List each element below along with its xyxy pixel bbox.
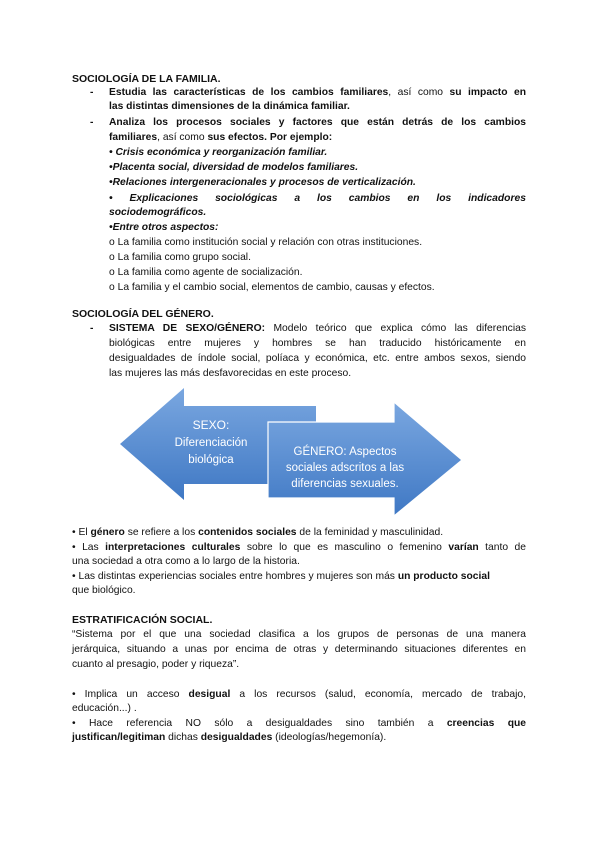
bold-text: varían <box>448 542 479 553</box>
familia-bullet-explicaciones <box>109 192 526 206</box>
familia-item2-line1: Analiza los procesos sociales y factores que están detrás de los cambios <box>109 117 526 128</box>
sexo-desc-line2: biológica <box>188 454 234 466</box>
familia-item1-line1 <box>109 86 526 100</box>
genero-def-line3: desigualdades de índole social, políaca y económica, etc. entre ambos sexos, siendo <box>109 353 526 364</box>
plain-text: • El <box>72 527 91 538</box>
genero-label: GÉNERO: <box>293 446 347 458</box>
familia-bullet-explicaciones-line2: sociodemográficos. <box>109 207 207 218</box>
familia-subitem: o La familia y el cambio social, elementos de cambio, causas y efectos. <box>109 282 435 293</box>
familia-bullet: •Placenta social, diversidad de modelos familiares. <box>109 162 359 173</box>
dash-marker: - <box>90 87 94 98</box>
dash-marker: - <box>90 117 94 128</box>
genero-bullet-1 <box>72 526 443 540</box>
plain-text: Modelo teórico que explica cómo las diferencias <box>273 323 526 334</box>
sexo-genero-diagram <box>118 386 464 518</box>
familia-bullet: • Crisis económica y reorganización familiar. <box>109 147 328 158</box>
word: sociológicas <box>215 193 278 204</box>
bold-text: SISTEMA DE SEXO/GÉNERO: <box>109 323 266 334</box>
genero-bullet-3 <box>72 570 490 584</box>
bold-text: contenidos sociales <box>198 527 297 538</box>
bold-text: desigualdades <box>200 732 273 743</box>
word: indicadores <box>468 193 526 204</box>
plain-text: • Las <box>72 542 106 553</box>
estratificacion-point-1 <box>72 688 526 702</box>
familia-subitem: o La familia como grupo social. <box>109 252 251 263</box>
familia-subitem: o La familia como agente de socialización. <box>109 267 303 278</box>
bold-text: sus efectos. Por ejemplo: <box>207 132 333 143</box>
section-title-genero: SOCIOLOGÍA DEL GÉNERO. <box>72 308 214 320</box>
genero-desc-line1 <box>294 445 397 458</box>
genero-bullet-2-line2: una sociedad a otra como a lo largo de la historia. <box>72 556 300 567</box>
word: en <box>407 193 420 204</box>
familia-otros-aspectos: •Entre otros aspectos: <box>109 222 219 233</box>
bold-text: familiares <box>109 132 158 143</box>
plain-text: • Las distintas experiencias sociales entre hombres y mujeres son más <box>72 571 398 582</box>
estratificacion-point-2-line2 <box>72 731 386 745</box>
bold-text: género <box>90 527 125 538</box>
familia-subitem: o La familia como institución social y relación con otras instituciones. <box>109 237 423 248</box>
estratificacion-point-1-line2: educación...) . <box>72 703 137 714</box>
bold-text: un producto social <box>397 571 490 582</box>
familia-bullet: •Relaciones intergeneracionales y procesos de verticalización. <box>109 177 416 188</box>
word: cambios <box>348 193 391 204</box>
genero-bullet-2 <box>72 541 526 555</box>
word: • <box>109 193 113 204</box>
bold-text: interpretaciones culturales <box>105 542 241 553</box>
familia-item1-line2: las distintas dimensiones de la dinámica familiar. <box>109 101 350 112</box>
plain-text: a los recursos (salud, economía, mercado de trabajo, <box>230 689 526 700</box>
bold-text: justifican/legitiman <box>72 732 166 743</box>
dash-marker: - <box>90 323 94 334</box>
bold-text: desigual <box>188 689 231 700</box>
plain-text: tanto de <box>478 542 527 553</box>
plain-text: de la feminidad y masculinidad. <box>296 527 444 538</box>
bold-text: creencias que <box>446 718 527 729</box>
genero-def-line1 <box>109 322 526 336</box>
plain-text: se refiere a los <box>124 527 199 538</box>
estratificacion-point-2 <box>72 717 526 731</box>
plain-text: • Implica un acceso <box>72 689 189 700</box>
genero-def-line2: biológicas entre mujeres y hombres se han traducido históricamente en <box>109 338 526 349</box>
genero-desc-text: Aspectos <box>346 446 397 458</box>
familia-item2-line2 <box>109 131 332 145</box>
word: Explicaciones <box>129 193 199 204</box>
plain-text: sobre lo que es masculino o femenino <box>240 542 449 553</box>
sexo-desc-line1: Diferenciación <box>174 437 248 449</box>
word: los <box>436 193 452 204</box>
bold-text: Estudia las características de los cambios familiares <box>109 87 389 98</box>
estratificacion-quote-line1: “Sistema por el que una sociedad clasifica a los grupos de personas de una manera <box>72 629 526 640</box>
word: a <box>294 193 301 204</box>
plain-text: (ideologías/hegemonía). <box>272 732 387 743</box>
genero-def-line4: las mujeres las más desfavorecidas en este proceso. <box>109 368 352 379</box>
genero-bullet-3-line2: que biológico. <box>72 585 136 596</box>
word: los <box>316 193 332 204</box>
sexo-label: SEXO: <box>192 418 230 432</box>
genero-desc-line3: diferencias sexuales. <box>291 478 399 490</box>
plain-text: , así como <box>157 132 208 143</box>
section-title-estratificacion: ESTRATIFICACIÓN SOCIAL. <box>72 614 213 626</box>
bold-text: su impacto en <box>449 87 527 98</box>
plain-text: dichas <box>165 732 201 743</box>
plain-text: • Hace referencia NO sólo a desigualdades sino también a <box>72 718 447 729</box>
genero-desc-line2: sociales adscritos a las <box>285 462 405 474</box>
section-title-familia: SOCIOLOGÍA DE LA FAMILIA. <box>72 73 221 85</box>
plain-text: , así como <box>388 87 450 98</box>
estratificacion-quote-line2: jerárquica, situando a unas por encima de otras y determinando situaciones diferentes en <box>72 644 526 655</box>
estratificacion-quote-line3: cuanto al presagio, poder y riqueza”. <box>72 659 240 670</box>
